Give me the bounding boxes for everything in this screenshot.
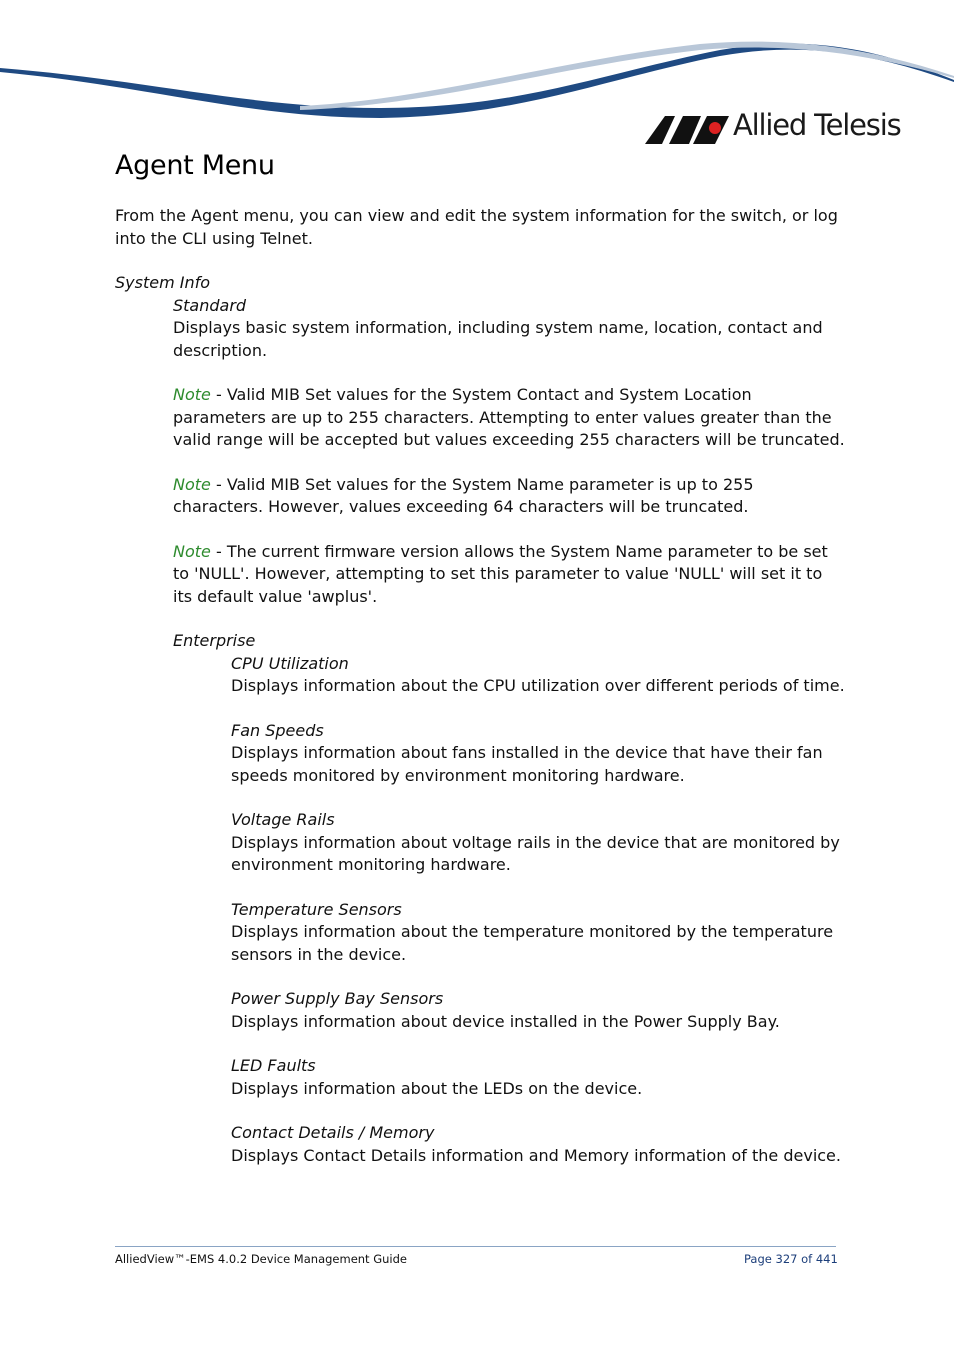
item-description: Displays information about the CPU utilization over different periods of time. <box>231 676 845 695</box>
enterprise-item-contact-details-memory <box>231 1122 845 1167</box>
main-content <box>115 205 845 1167</box>
enterprise-item-cpu-utilization <box>231 653 845 698</box>
note-text: - The current firmware version allows the System Name parameter to be set to 'NULL'. However, attempting to set this parameter to value 'NULL' will set it to its default value 'awplus'. <box>173 541 828 606</box>
standard-description: Displays basic system information, including system name, location, contact and description. <box>173 318 823 360</box>
intro-paragraph: From the Agent menu, you can view and edit the system information for the switch, or log into the CLI using Telnet. <box>115 206 838 248</box>
system-info-heading: System Info <box>115 273 211 292</box>
page-title: Agent Menu <box>115 150 275 181</box>
item-description: Displays information about voltage rails in the device that are monitored by environment monitoring hardware. <box>231 832 840 874</box>
item-title: Contact Details / Memory <box>231 1123 435 1142</box>
item-title: Voltage Rails <box>231 810 335 829</box>
standard-heading: Standard <box>173 295 247 315</box>
item-title: Fan Speeds <box>231 720 324 740</box>
note-label: Note <box>173 474 211 494</box>
item-title: Power Supply Bay Sensors <box>231 989 444 1008</box>
item-title: LED Faults <box>231 1056 316 1075</box>
logo-wordmark: Allied Telesis <box>733 108 901 142</box>
item-description: Displays information about the temperature monitored by the temperature sensors in the device. <box>231 922 834 964</box>
note-text: - Valid MIB Set values for the System Name parameter is up to 255 characters. However, values exceeding 64 characters will be truncated. <box>173 474 754 516</box>
item-title: CPU Utilization <box>231 653 349 673</box>
item-description: Displays information about device installed in the Power Supply Bay. <box>231 1011 780 1031</box>
item-description: Displays Contact Details information and Memory information of the device. <box>231 1145 841 1165</box>
enterprise-item-power-supply-bay-sensors <box>231 988 845 1033</box>
note-1 <box>173 384 845 452</box>
footer-divider <box>115 1246 836 1247</box>
item-description: Displays information about fans installed in the device that have their fan speeds monitored by environment monitoring hardware. <box>231 743 823 785</box>
enterprise-heading: Enterprise <box>173 631 256 650</box>
enterprise-items <box>231 653 845 1168</box>
note-2 <box>173 474 845 519</box>
allied-telesis-mark-icon <box>645 116 729 144</box>
enterprise-item-temperature-sensors <box>231 899 845 967</box>
item-title: Temperature Sensors <box>231 899 402 919</box>
footer-page-number: Page 327 of 441 <box>744 1252 838 1266</box>
note-label: Note <box>173 541 211 561</box>
item-description: Displays information about the LEDs on the device. <box>231 1078 643 1098</box>
footer-document-title: AlliedView™-EMS 4.0.2 Device Management Guide <box>115 1252 407 1266</box>
note-label: Note <box>173 385 211 404</box>
enterprise-item-led-faults <box>231 1055 845 1100</box>
note-3 <box>173 541 845 609</box>
note-text: - Valid MIB Set values for the System Contact and System Location parameters are up to 255 characters. Attempting to enter values greater than the valid range will be accepted but values exceeding 255 characters will be truncated. <box>173 385 845 449</box>
enterprise-item-voltage-rails <box>231 809 845 877</box>
allied-telesis-logo <box>645 108 905 148</box>
standard-section <box>173 295 845 653</box>
enterprise-item-fan-speeds <box>231 720 845 788</box>
